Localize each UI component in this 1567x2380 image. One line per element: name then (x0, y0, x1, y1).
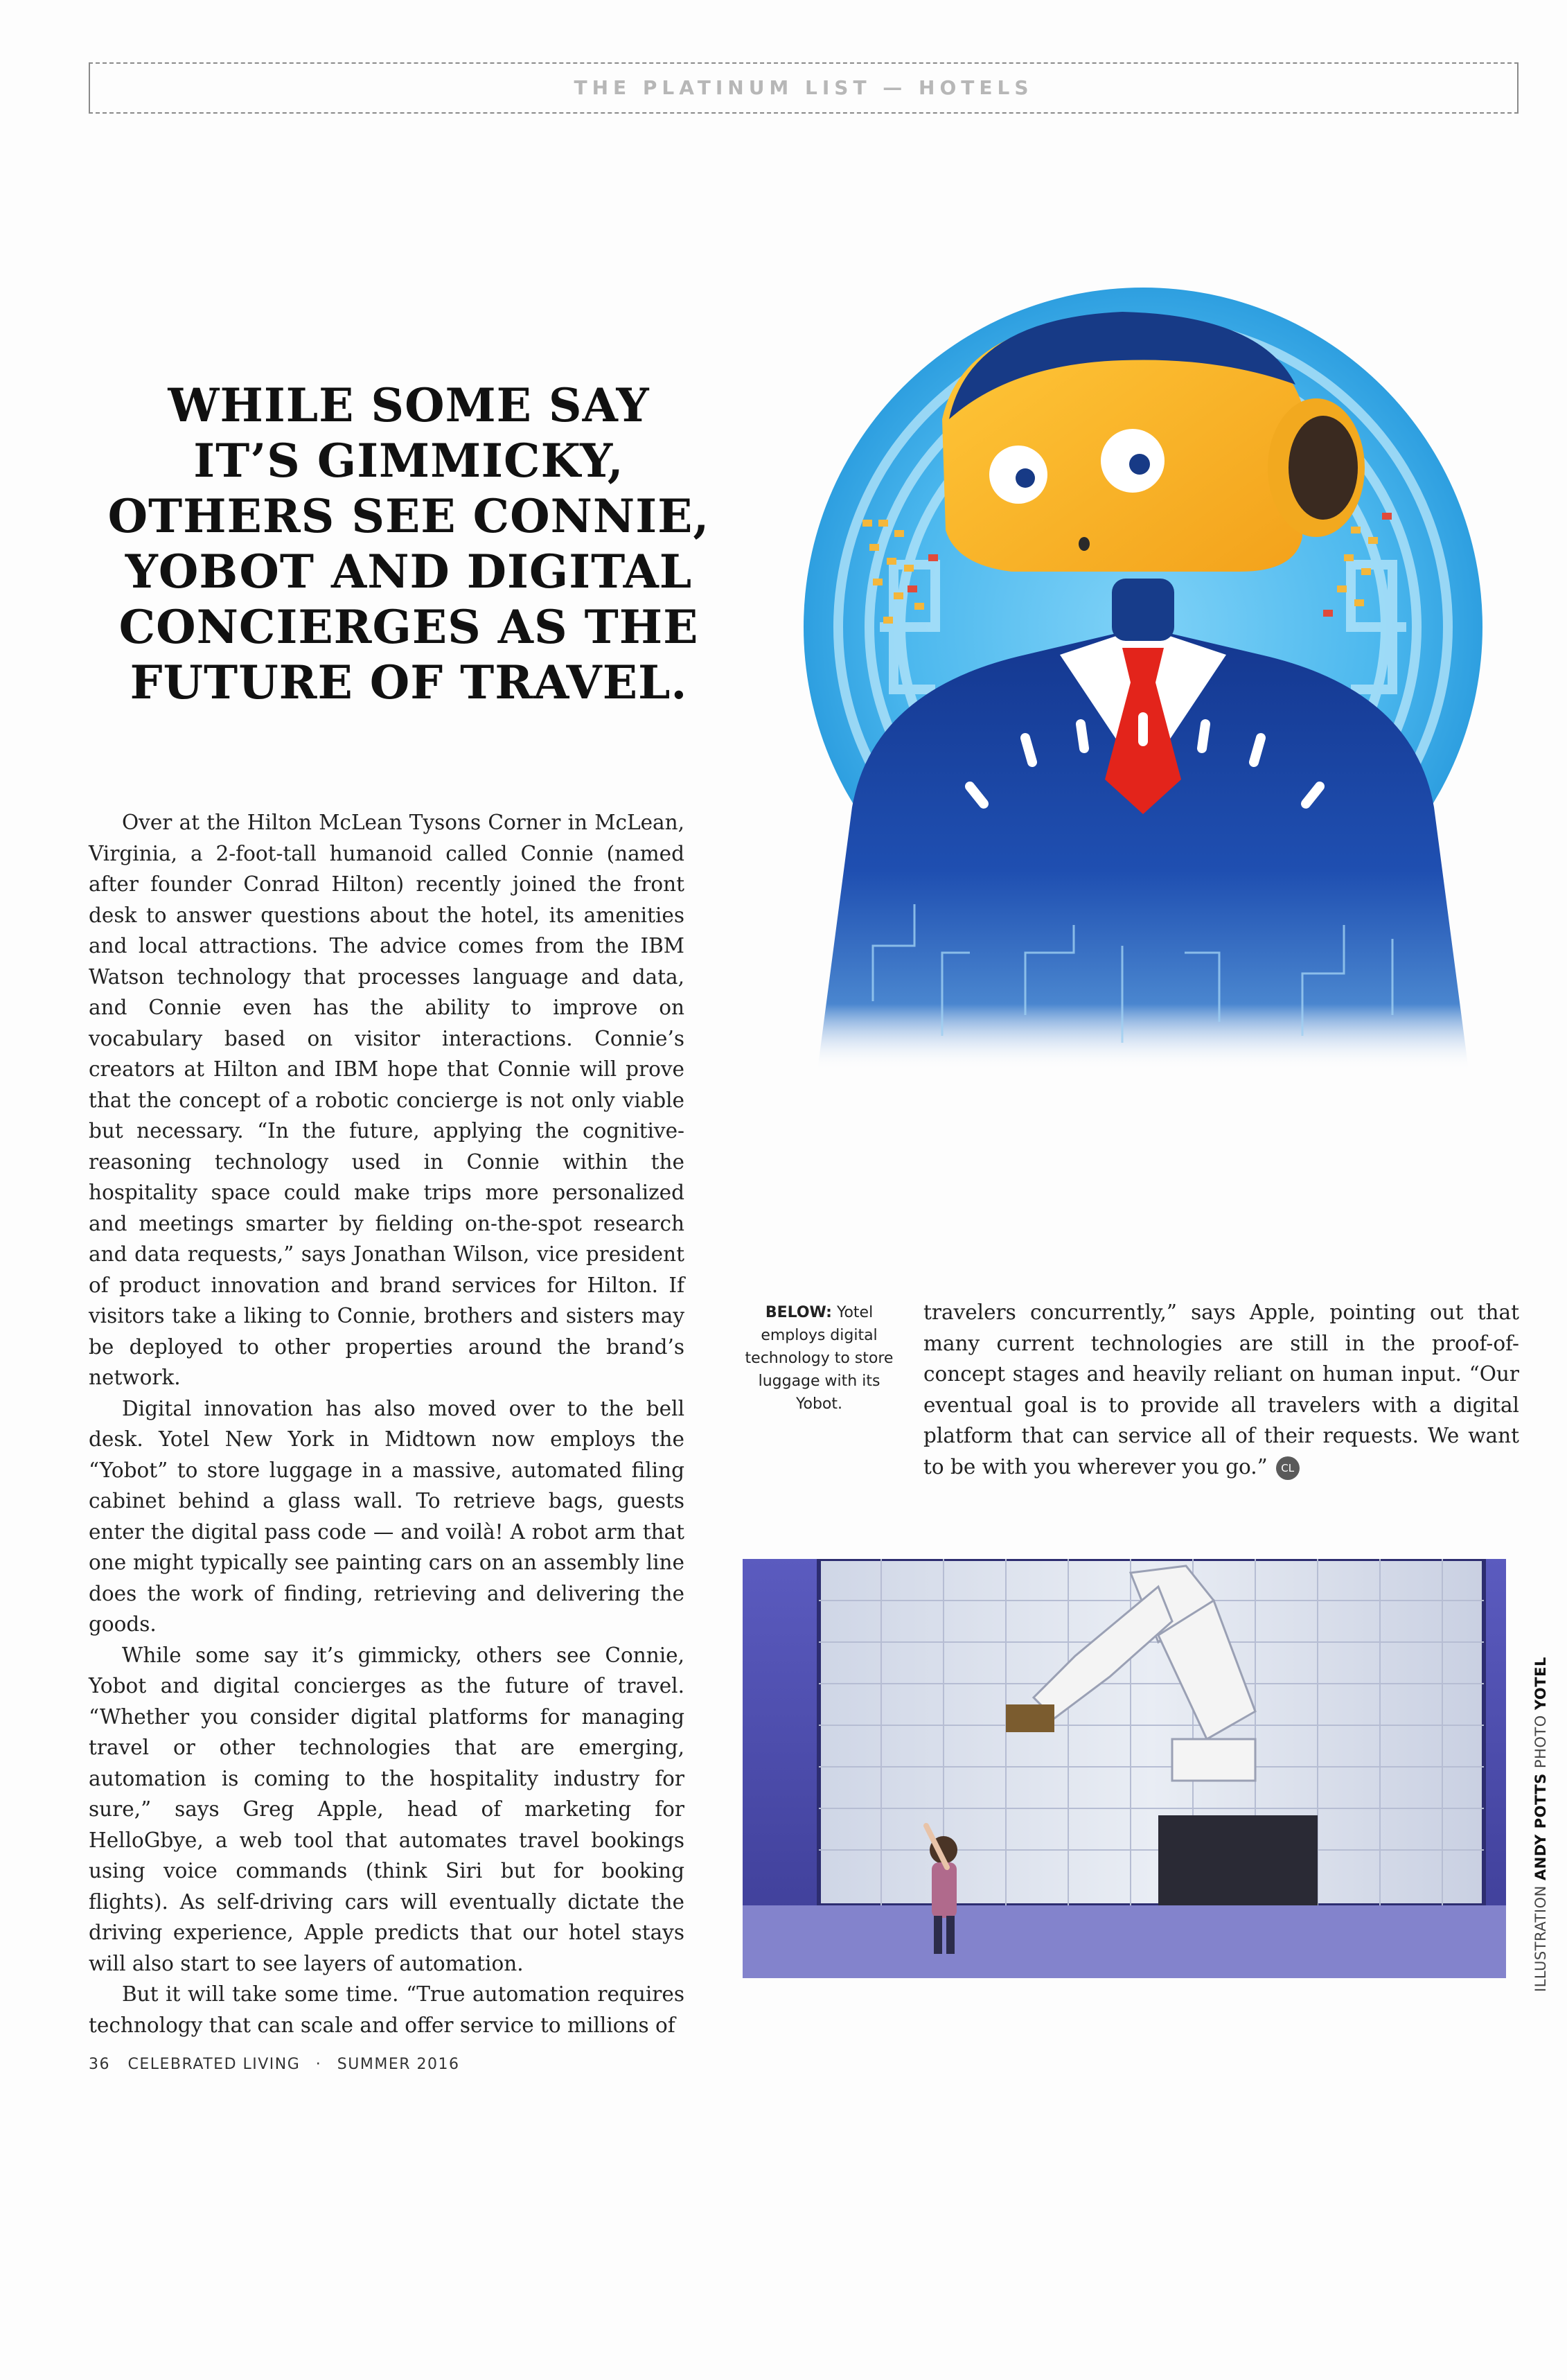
continuation-text: travelers concurrently,” says Apple, pointing out that many current technologies are still in the proof-of-concept stages and heavily reliant on human input. “Our eventual goal is to provide all travelers with a digital platform that can service all of their requests. We want to be with you wherever you go.” (923, 1301, 1519, 1479)
article-paragraph: But it will take some time. “True automation requires technology that can scale and offer service to millions of (89, 1982, 684, 2037)
article-paragraph (923, 1297, 1519, 1482)
article-paragraph: Over at the Hilton McLean Tysons Corner in McLean, Virginia, a 2-foot-tall humanoid called Connie (named after founder Conrad Hilton) recently joined the front desk to answer questions about the hotel, its amenities and local attractions. The advice comes from the IBM Watson technology that processes language and data, and Connie even has the ability to improve on vocabulary based on visitor interactions. Connie’s creators at Hilton and IBM hope that Connie will prove that the concept of a robotic concierge is not only viable but necessary. “In the future, applying the cognitive-reasoning technology used in Connie within the hospitality space could make trips more personalized and meetings smarter by fielding on-the-spot research and data requests,” says Jonathan Wilson, vice president of product innovation and brand services for Hilton. If visitors take a liking to Connie, brothers and sisters may be deployed to other properties around the brand’s network. (89, 811, 684, 1389)
headline-line: CONCIERGES AS THE (118, 600, 699, 654)
floor (743, 1905, 1506, 1978)
caption-lead: BELOW: (765, 1304, 832, 1321)
pull-quote-headline (104, 378, 714, 710)
article-body (89, 807, 684, 2040)
credit-illustrator: ANDY POTTS (1532, 1773, 1549, 1880)
credit-photo-label: PHOTO (1532, 1715, 1549, 1769)
caption-text: Yotel employs digital technology to store luggage with its Yobot. (745, 1304, 894, 1413)
yobot-photo (743, 1559, 1506, 1978)
photo-credit (1532, 1657, 1556, 2380)
photo-caption (745, 1301, 894, 1416)
robot-neck (1112, 579, 1174, 641)
headline-line: OTHERS SEE CONNIE, (107, 489, 710, 543)
robot-base (1158, 1815, 1318, 1905)
article-paragraph: While some say it’s gimmicky, others see Connie, Yobot and digital concierges as the future of travel. “Whether you consider digital platforms for managing travel or other technologies that are emerging, automation is coming to the hospitality industry for sure,” says Greg Apple, head of marketing for HelloGbye, a web tool that automates travel bookings using voice commands (think Siri but for booking flights). As self-driving cars will eventually dictate the driving experience, Apple predicts that our hotel stays will also start to see layers of automation. (89, 1643, 684, 1975)
headline-line: IT’S GIMMICKY, (193, 434, 624, 488)
credit-illustration-label: ILLUSTRATION (1532, 1885, 1549, 1992)
credit-photographer: YOTEL (1532, 1657, 1549, 1711)
headline-line: YOBOT AND DIGITAL (125, 545, 693, 599)
article-continuation (923, 1297, 1519, 1482)
headline-line: FUTURE OF TRAVEL. (130, 655, 688, 709)
luggage-item (1006, 1704, 1054, 1732)
robot-illustration (734, 239, 1538, 1209)
article-paragraph: Digital innovation has also moved over to the bell desk. Yotel New York in Midtown now employs the “Yobot” to store luggage in a massive, automated filing cabinet behind a glass wall. To retrieve bags, guests enter the digital pass code — and voilà! A robot arm that one might typically see painting cars on an assembly line does the work of finding, retrieving and delivering the goods. (89, 1396, 684, 1636)
footer-separator: · (315, 2056, 322, 2073)
publication-name: CELEBRATED LIVING (127, 2056, 301, 2073)
page-footer (89, 2056, 460, 2073)
end-mark-icon: CL (1276, 1456, 1300, 1480)
page-number: 36 (89, 2056, 110, 2073)
section-header: THE PLATINUM LIST — HOTELS (89, 62, 1519, 114)
issue-date: SUMMER 2016 (337, 2056, 460, 2073)
headline-line: WHILE SOME SAY (168, 378, 650, 432)
